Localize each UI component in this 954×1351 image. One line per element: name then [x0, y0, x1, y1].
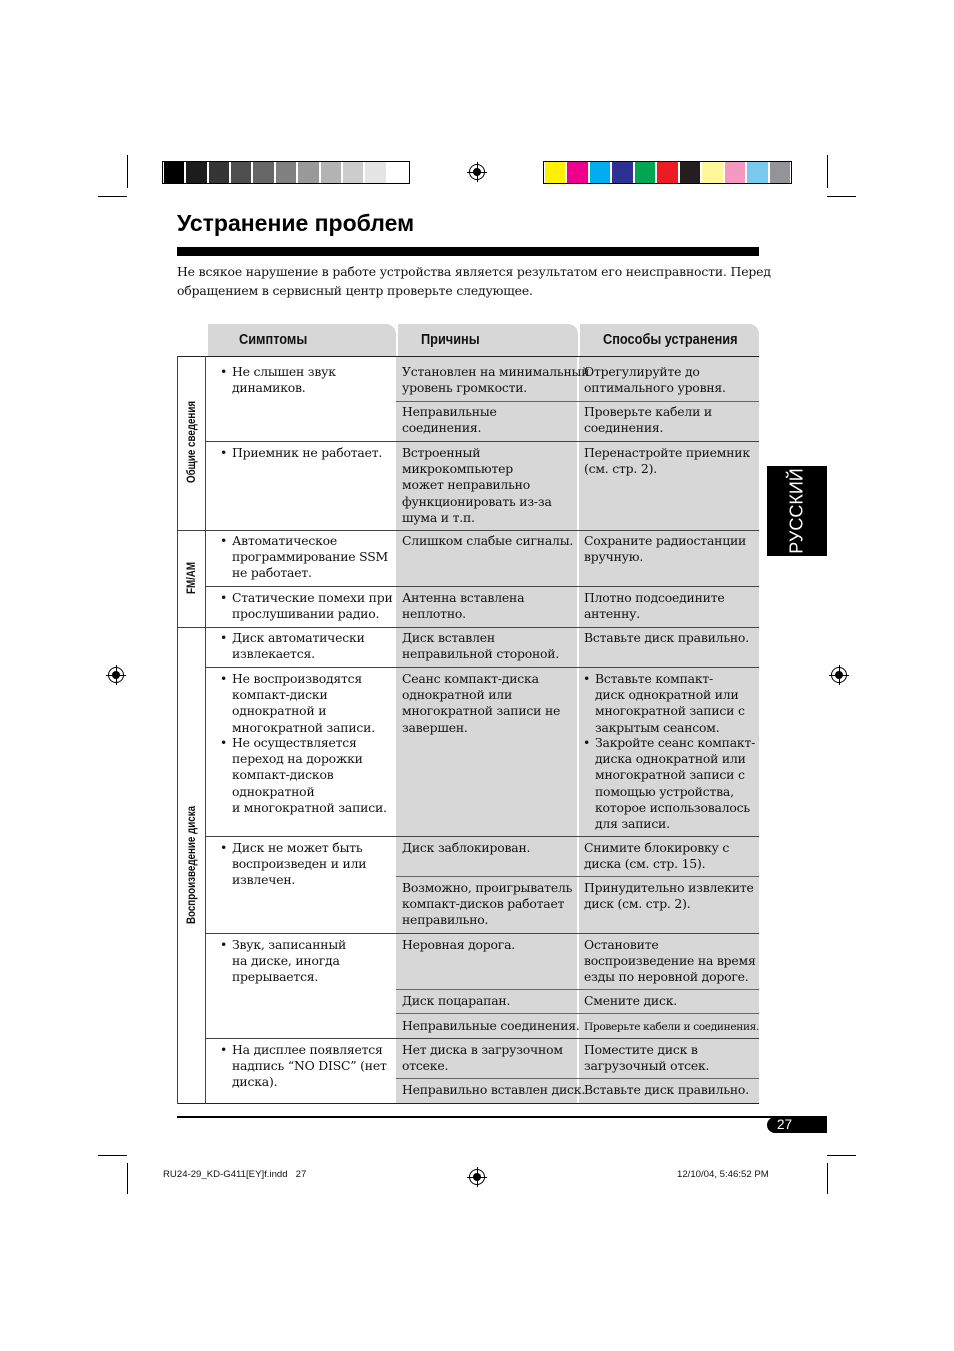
footer-timestamp: 12/10/04, 5:46:52 PM — [677, 1169, 769, 1180]
category-separator — [177, 530, 759, 531]
header-symptoms: Симптомы — [208, 324, 396, 356]
category-disc-playback: Воспроизведение диска — [186, 805, 198, 925]
color-swatch — [298, 162, 318, 183]
intro-text-line1: Не всякое нарушение в работе устройства является результатом его неисправности. Перед — [177, 264, 771, 279]
category-fm-am: FM/AM — [186, 561, 198, 595]
cause-cell: Возможно, проигрыватель компакт-дисков работает неправильно. — [402, 880, 573, 928]
row-separator — [205, 836, 759, 837]
column-gap — [577, 357, 579, 1103]
remedy-cell: Проверьте кабели и соединения. — [584, 404, 712, 436]
sub-row-separator — [396, 876, 759, 877]
header-causes: Причины — [398, 324, 578, 356]
sub-row-separator — [396, 989, 759, 990]
page-title: Устранение проблем — [177, 210, 415, 236]
color-swatch — [545, 162, 565, 183]
color-swatch — [612, 162, 632, 183]
symptom-cell: • Диск автоматически извлекается. — [220, 630, 365, 662]
row-separator — [205, 667, 759, 668]
remedy-cell: Вставьте диск правильно. — [584, 1082, 749, 1097]
symptom-cell: • Звук, записанный на диске, иногда прерывается. — [220, 937, 347, 985]
symptom-cell: • Автоматическое программирование SSM не работает. — [220, 533, 388, 581]
cause-cell: Неправильно вставлен диск. — [402, 1082, 586, 1097]
crop-mark — [827, 1163, 828, 1194]
remedy-cell: Смените диск. — [584, 993, 678, 1008]
header-remedies: Способы устранения — [580, 324, 759, 356]
color-swatch — [186, 162, 206, 183]
category-separator — [177, 627, 759, 628]
symptom-cell: • Диск не может быть воспроизведен и или извлечен. — [220, 840, 367, 888]
crop-mark — [827, 1155, 856, 1156]
symptom-cell: • Статические помехи при прослушивании радио. — [220, 590, 393, 622]
color-swatch — [680, 162, 700, 183]
table-top-border — [177, 356, 759, 357]
remedy-cell: Плотно подсоедините антенну. — [584, 590, 725, 622]
color-swatch — [657, 162, 677, 183]
color-swatch — [635, 162, 655, 183]
crop-mark — [127, 155, 128, 188]
remedy-cell: • Закройте сеанс компакт- диска однократной или многократной записи с помощью устройства, которое использовалось для записи. — [583, 735, 756, 832]
registration-mark-icon — [831, 667, 847, 683]
cause-cell: Слишком слабые сигналы. — [402, 533, 574, 548]
cause-cell: Неровная дорога. — [402, 937, 516, 952]
color-swatch — [725, 162, 745, 183]
category-column-border — [205, 356, 206, 1104]
sub-row-separator — [396, 401, 759, 402]
cause-cell: Диск поцарапан. — [402, 993, 511, 1008]
registration-mark-icon — [469, 164, 485, 180]
sub-row-separator — [396, 1078, 759, 1079]
remedy-cell: Проверьте кабели и соединения. — [584, 1021, 760, 1033]
category-general: Общие сведения — [186, 400, 198, 484]
cause-cell: Нет диска в загрузочном отсеке. — [402, 1042, 563, 1074]
registration-mark-icon — [469, 1169, 485, 1185]
cause-cell: Антенна вставлена неплотно. — [402, 590, 525, 622]
color-swatch — [253, 162, 273, 183]
row-separator — [205, 586, 759, 587]
color-swatch — [567, 162, 587, 183]
crop-mark — [827, 196, 856, 197]
page-number: 27 — [777, 1117, 793, 1132]
color-swatch — [388, 162, 408, 183]
intro-text-line2: обращением в сервисный центр проверьте следующее. — [177, 283, 533, 298]
symptom-cell: • Не воспроизводятся компакт-диски однократной и многократной записи. — [220, 671, 375, 735]
remedy-cell: Поместите диск в загрузочный отсек. — [584, 1042, 710, 1074]
symptom-cell: • Приемник не работает. — [220, 445, 383, 460]
remedy-cell: Отрегулируйте до оптимального уровня. — [584, 364, 726, 396]
cause-cell: Диск заблокирован. — [402, 840, 531, 855]
footer-rule — [177, 1116, 827, 1118]
sub-row-separator — [396, 1013, 759, 1014]
table-bottom-border — [177, 1103, 759, 1104]
symptom-cell: • Не осуществляется переход на дорожки компакт-дисков однократной и многократной записи. — [220, 735, 387, 815]
cause-cell: Неправильные соединения. — [402, 1018, 580, 1033]
title-rule — [177, 247, 759, 256]
crop-mark — [98, 196, 127, 197]
remedy-cell: • Вставьте компакт- диск однократной или многократной записи с закрытым сеансом. — [583, 671, 745, 735]
symptom-cell: • На дисплее появляется надпись “NO DISC” (нет диска). — [220, 1042, 387, 1090]
remedy-cell: Вставьте диск правильно. — [584, 630, 749, 645]
row-separator — [205, 933, 759, 934]
remedy-cell: Снимите блокировку с диска (см. стр. 15). — [584, 840, 730, 872]
color-swatch — [231, 162, 251, 183]
footer-file-name: RU24-29_KD-G411[EY]f.indd 27 — [163, 1169, 307, 1180]
cause-cell: Установлен на минимальный уровень громкости. — [402, 364, 590, 396]
cause-cell: Диск вставлен неправильной стороной. — [402, 630, 560, 662]
color-swatch — [702, 162, 722, 183]
crop-mark — [98, 1155, 127, 1156]
color-swatch — [747, 162, 767, 183]
color-swatch — [164, 162, 184, 183]
cause-cell: Встроенный микрокомпьютер может неправильно функционировать из-за шума и т.п. — [402, 445, 552, 525]
registration-mark-icon — [108, 667, 124, 683]
row-separator — [205, 1038, 759, 1039]
color-swatch — [276, 162, 296, 183]
table-left-border — [177, 356, 178, 1104]
cause-cell: Неправильные соединения. — [402, 404, 497, 436]
color-swatch — [321, 162, 341, 183]
remedy-cell: Принудительно извлеките диск (см. стр. 2). — [584, 880, 754, 912]
remedy-cell: Остановите воспроизведение на время езды по неровной дороге. — [584, 937, 756, 985]
crop-mark — [127, 1163, 128, 1194]
color-swatch — [365, 162, 385, 183]
color-swatch — [770, 162, 790, 183]
cause-cell: Сеанс компакт-диска однократной или многократной записи не завершен. — [402, 671, 561, 735]
page-number-badge — [767, 1117, 827, 1133]
color-swatch — [343, 162, 363, 183]
color-swatch — [209, 162, 229, 183]
remedy-cell: Сохраните радиостанции вручную. — [584, 533, 747, 565]
language-side-tab — [767, 466, 827, 556]
crop-mark — [827, 155, 828, 188]
remedy-cell: Перенастройте приемник (см. стр. 2). — [584, 445, 750, 477]
color-swatch — [590, 162, 610, 183]
language-label: РУССКИЙ — [786, 468, 807, 554]
symptom-cell: • Не слышен звук динамиков. — [220, 364, 336, 396]
row-separator — [205, 441, 759, 442]
